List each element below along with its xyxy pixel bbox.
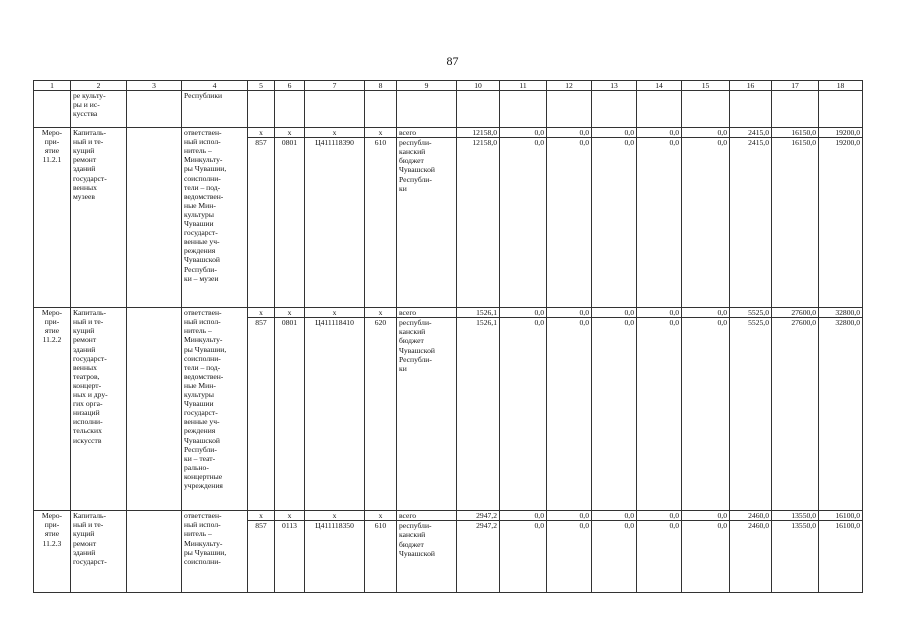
cell-col-18: 19200,0 xyxy=(819,138,863,308)
cell-col-12: 0,0 xyxy=(547,128,592,138)
column-header: 5 xyxy=(248,81,275,91)
measure-id: Меро- при- ятие 11.2.2 xyxy=(34,308,71,511)
cell-col-17: 13550,0 xyxy=(772,521,819,593)
cell-col-15: 0,0 xyxy=(682,128,730,138)
measure-title: Капиталь- ный и те- кущий ремонт зданий государст- венных театров, концерт- ных и дру- гих орга- низаций исполни- тельских искусств xyxy=(71,308,127,511)
cell-col-18: 19200,0 xyxy=(819,128,863,138)
cell-col-14: 0,0 xyxy=(637,521,682,593)
cell-col-10: 12158,0 xyxy=(457,138,500,308)
cell-col-7: Ц411118350 xyxy=(305,521,365,593)
column-header: 14 xyxy=(637,81,682,91)
budget-table xyxy=(33,80,863,593)
cell-col-5: х xyxy=(248,511,275,521)
cell-col-17: 27600,0 xyxy=(772,318,819,511)
cell-col-7: х xyxy=(305,511,365,521)
executor-cell: ответствен- ный испол- нитель – Минкульту- ры Чувашии, соисполни- тели – под- ведомствен- ные Мин- культуры Чувашии государст- венные уч- реждения Чувашской Республи- ки – музеи xyxy=(182,128,248,308)
cell-col-13: 0,0 xyxy=(592,318,637,511)
cell-col-9: всего xyxy=(397,128,457,138)
page-number: 87 xyxy=(446,54,459,68)
cell-col-11: 0,0 xyxy=(500,521,547,593)
cell-col-8: х xyxy=(365,308,397,318)
cell-col-9: всего xyxy=(397,511,457,521)
cell-col-9: всего xyxy=(397,308,457,318)
table-row xyxy=(34,308,863,318)
executor-cell: ответствен- ный испол- нитель – Минкульту- ры Чувашии, соисполни- тели – под- ведомствен- ные Мин- культуры Чувашии государст- венные уч- реждения Чувашской Республи- ки – теат- рально- концертные учреждения xyxy=(182,308,248,511)
measure-id: Меро- при- ятие 11.2.3 xyxy=(34,511,71,593)
column-header: 6 xyxy=(275,81,305,91)
cell-col-9: республи- канский бюджет Чувашской Республи- ки xyxy=(397,138,457,308)
column-header: 13 xyxy=(592,81,637,91)
continuation-row xyxy=(34,91,863,128)
cell-col-16: 5525,0 xyxy=(730,318,772,511)
cell-col-13: 0,0 xyxy=(592,521,637,593)
measure-title: Капиталь- ный и те- кущий ремонт зданий государст- xyxy=(71,511,127,593)
column-header: 3 xyxy=(127,81,182,91)
cell-col-8: х xyxy=(365,128,397,138)
cell-col-17: 27600,0 xyxy=(772,308,819,318)
cell-col-15: 0,0 xyxy=(682,318,730,511)
cell-col-16: 2460,0 xyxy=(730,521,772,593)
cell-col-14: 0,0 xyxy=(637,318,682,511)
cell-col-10: 1526,1 xyxy=(457,308,500,318)
cell-col-5: х xyxy=(248,308,275,318)
cell-col-18: 16100,0 xyxy=(819,521,863,593)
cell-col-15: 0,0 xyxy=(682,511,730,521)
cell-col-5: 857 xyxy=(248,138,275,308)
cell-col-13: 0,0 xyxy=(592,511,637,521)
cell-col-7: х xyxy=(305,128,365,138)
cell-col-11: 0,0 xyxy=(500,138,547,308)
cell-col-14: 0,0 xyxy=(637,138,682,308)
column-header: 15 xyxy=(682,81,730,91)
cell-col-5: х xyxy=(248,128,275,138)
column-header: 1 xyxy=(34,81,71,91)
column-header: 11 xyxy=(500,81,547,91)
cell-col-8: 620 xyxy=(365,318,397,511)
empty-cell xyxy=(127,308,182,511)
cell-col-18: 16100,0 xyxy=(819,511,863,521)
table-row xyxy=(34,128,863,138)
cell-col-7: х xyxy=(305,308,365,318)
cell-col-10: 2947,2 xyxy=(457,521,500,593)
cell-col-13: 0,0 xyxy=(592,138,637,308)
cell-col-16: 2415,0 xyxy=(730,138,772,308)
cell-col-6: х xyxy=(275,128,305,138)
cell-col-6: х xyxy=(275,511,305,521)
cell-col-17: 16150,0 xyxy=(772,128,819,138)
measure-id: Меро- при- ятие 11.2.1 xyxy=(34,128,71,308)
cell-col-11: 0,0 xyxy=(500,318,547,511)
table-row xyxy=(34,511,863,521)
cell-col-10: 1526,1 xyxy=(457,318,500,511)
cell-col-14: 0,0 xyxy=(637,128,682,138)
cell-col-10: 2947,2 xyxy=(457,511,500,521)
cell-col-8: 610 xyxy=(365,138,397,308)
empty-cell xyxy=(127,128,182,308)
cell-col-18: 32800,0 xyxy=(819,318,863,511)
cell-col-11: 0,0 xyxy=(500,511,547,521)
cell-col-8: 610 xyxy=(365,521,397,593)
cell-col-15: 0,0 xyxy=(682,308,730,318)
continuation-title: ре культу- ры и ис- кусства xyxy=(71,91,127,128)
cell-col-5: 857 xyxy=(248,318,275,511)
header-row xyxy=(34,81,863,91)
cell-col-12: 0,0 xyxy=(547,521,592,593)
column-header: 7 xyxy=(305,81,365,91)
column-header: 9 xyxy=(397,81,457,91)
cell-col-14: 0,0 xyxy=(637,511,682,521)
cell-col-12: 0,0 xyxy=(547,138,592,308)
column-header: 10 xyxy=(457,81,500,91)
cell-col-16: 2415,0 xyxy=(730,128,772,138)
cell-col-6: х xyxy=(275,308,305,318)
column-header: 16 xyxy=(730,81,772,91)
cell-col-6: 0801 xyxy=(275,318,305,511)
cell-col-7: Ц411118390 xyxy=(305,138,365,308)
column-header: 17 xyxy=(772,81,819,91)
executor-cell: ответствен- ный испол- нитель – Минкульту- ры Чувашии, соисполни- xyxy=(182,511,248,593)
column-header: 8 xyxy=(365,81,397,91)
column-header: 12 xyxy=(547,81,592,91)
cell-col-9: республи- канский бюджет Чувашской Республи- ки xyxy=(397,318,457,511)
cell-col-8: х xyxy=(365,511,397,521)
cell-col-5: 857 xyxy=(248,521,275,593)
cell-col-15: 0,0 xyxy=(682,138,730,308)
cell-col-17: 16150,0 xyxy=(772,138,819,308)
cell-col-7: Ц411118410 xyxy=(305,318,365,511)
cell-col-16: 5525,0 xyxy=(730,308,772,318)
cell-col-6: 0801 xyxy=(275,138,305,308)
cell-col-12: 0,0 xyxy=(547,511,592,521)
cell-col-11: 0,0 xyxy=(500,308,547,318)
cell-col-10: 12158,0 xyxy=(457,128,500,138)
cell-col-12: 0,0 xyxy=(547,308,592,318)
cell-col-16: 2460,0 xyxy=(730,511,772,521)
cell-col-6: 0113 xyxy=(275,521,305,593)
cell-col-11: 0,0 xyxy=(500,128,547,138)
cell-col-17: 13550,0 xyxy=(772,511,819,521)
empty-cell xyxy=(127,511,182,593)
cell-col-13: 0,0 xyxy=(592,128,637,138)
column-header: 2 xyxy=(71,81,127,91)
cell-col-15: 0,0 xyxy=(682,521,730,593)
measure-title: Капиталь- ный и те- кущий ремонт зданий государст- венных музеев xyxy=(71,128,127,308)
column-header: 18 xyxy=(819,81,863,91)
cell-col-13: 0,0 xyxy=(592,308,637,318)
cell-col-9: республи- канский бюджет Чувашской xyxy=(397,521,457,593)
cell-col-14: 0,0 xyxy=(637,308,682,318)
cell-col-12: 0,0 xyxy=(547,318,592,511)
continuation-executor: Республики xyxy=(182,91,248,128)
cell-col-18: 32800,0 xyxy=(819,308,863,318)
column-header: 4 xyxy=(182,81,248,91)
